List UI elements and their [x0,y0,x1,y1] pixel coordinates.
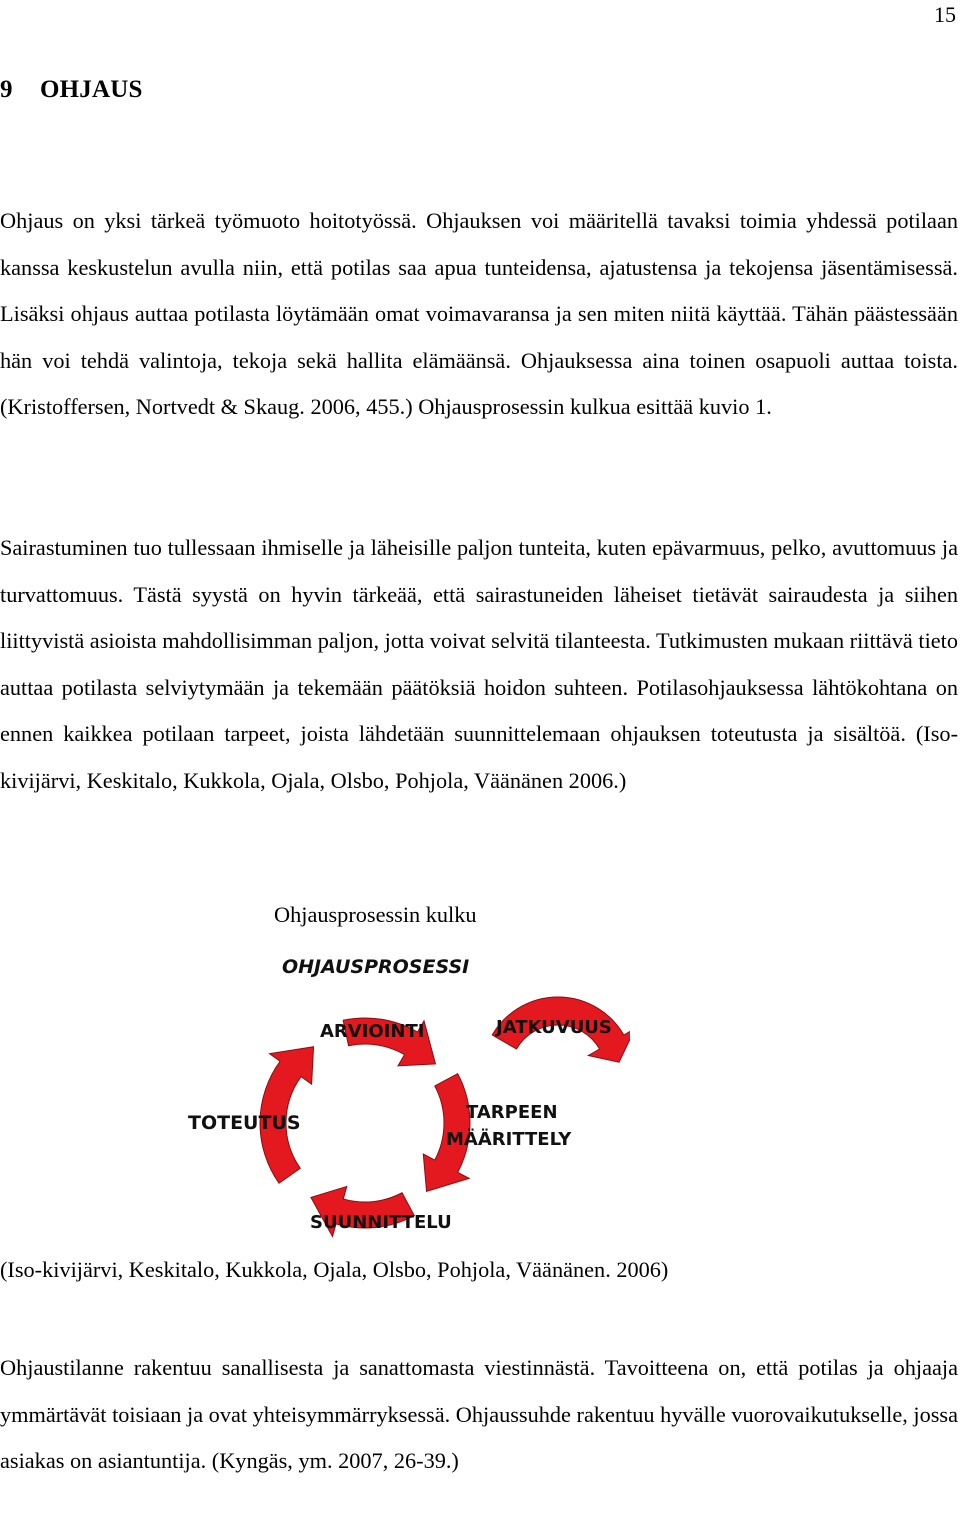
label-jatkuvuus: JATKUVUUS [496,1017,612,1038]
label-arviointi: ARVIOINTI [320,1021,425,1042]
figure-title: Ohjausprosessin kulku [274,902,477,927]
section-heading [0,76,143,104]
process-diagram [170,945,630,1245]
paragraph-3: Ohjaustilanne rakentuu sanallisesta ja sanattomasta viestinnästä. Tavoitteena on, että potilas ja ohjaaja ymmärtävät toisiaan ja ovat yhteisymmärryksessä. Ohjaussuhde rakentuu hyvälle vuorovaikutukselle, jossa asiakas on asiantuntija. (Kyngäs, ym. 2007, 26-39.) [0,1355,958,1474]
label-tarpeen: TARPEEN [466,1102,558,1123]
diagram-title: OHJAUSPROSESSI [282,956,470,978]
label-maarittely: MÄÄRITTELY [446,1129,572,1150]
section-title: OHJAUS [40,76,143,103]
paragraph-1: Ohjaus on yksi tärkeä työmuoto hoitotyössä. Ohjauksen voi määritellä tavaksi toimia yhdessä potilaan kanssa keskustelun avulla niin, että potilas saa apua tunteidensa, ajatustensa ja tekojensa jäsentämisessä. Lisäksi ohjaus auttaa potilasta löytämään omat voimavaransa ja sen miten niitä käyttää. Tähän päästessään hän voi tehdä valintoja, tekoja sekä hallita elämäänsä. Ohjauksessa aina toinen osapuoli auttaa toista. (Kristoffersen, Nortvedt & Skaug. 2006, 455.) Ohjausprosessin kulkua esittää kuvio 1. [0,208,958,420]
label-suunnittelu: SUUNNITTELU [310,1212,452,1233]
paragraph-2: Sairastuminen tuo tullessaan ihmiselle ja läheisille paljon tunteita, kuten epävarmuus, pelko, avuttomuus ja turvattomuus. Tästä syystä on hyvin tärkeää, että sairastuneiden läheiset tietävät sairaudesta ja siihen liittyvistä asioista mahdollisimman paljon, jotta voivat selvitä tilanteesta. Tutkimusten mukaan riittävä tieto auttaa potilasta selviytymään ja tekemään päätöksiä hoidon suhteen. Potilasohjauksessa lähtökohtana on ennen kaikkea potilaan tarpeet, joista lähdetään suunnittelemaan ohjauksen toteutusta ja sisältöä. (Iso-kivijärvi, Keskitalo, Kukkola, Ojala, Olsbo, Pohjola, Väänänen 2006.) [0,535,959,793]
figure-caption: (Iso-kivijärvi, Keskitalo, Kukkola, Ojala, Olsbo, Pohjola, Väänänen. 2006) [0,1257,669,1282]
label-toteutus: TOTEUTUS [188,1112,301,1134]
section-number: 9 [0,76,13,103]
page-number: 15 [934,2,956,27]
